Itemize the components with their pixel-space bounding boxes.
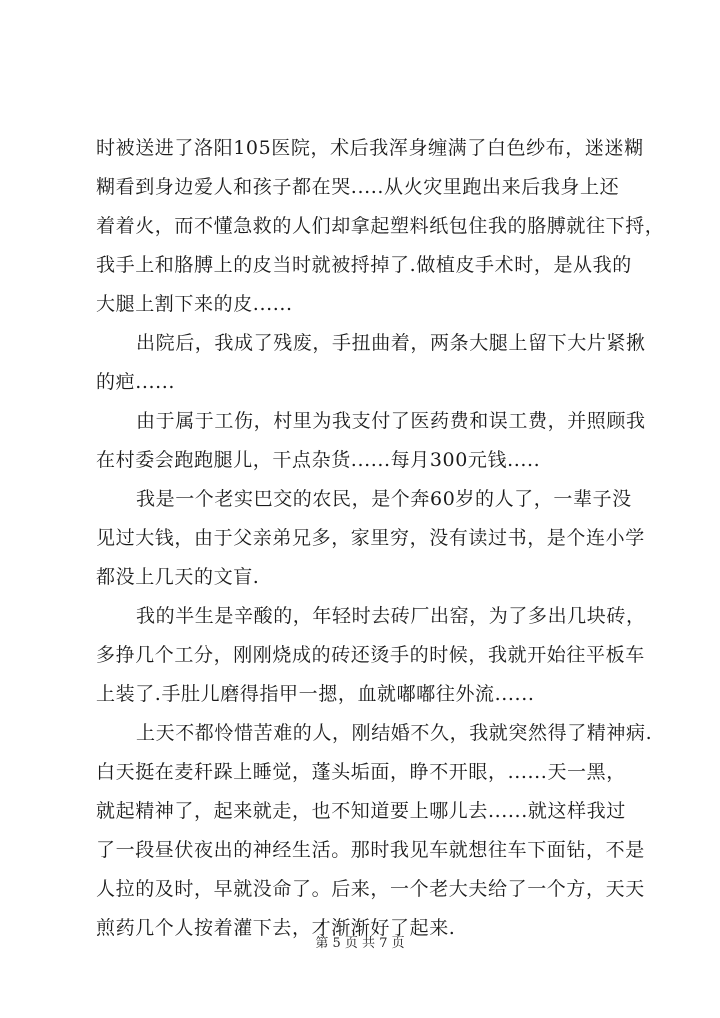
text-line: 了一段昼伏夜出的神经生活。那时我见车就想往车下面钻，不是 <box>96 839 645 861</box>
text-line: 就起精神了，起来就走，也不知道要上哪儿去......就这样我过 <box>96 800 626 822</box>
text-line: 白天挺在麦秆跺上睡觉，蓬头垢面，睁不开眼，......天一黑， <box>96 761 626 783</box>
text-line: 多挣几个工分，刚刚烧成的砖还烫手的时候，我就开始往平板车 <box>96 644 645 666</box>
text-line: 见过大钱，由于父亲弟兄多，家里穷，没有读过书，是个连小学 <box>96 527 645 549</box>
page-footer: 第 5 页 共 7 页 <box>315 936 405 951</box>
paragraph-first-line: 我是一个老实巴交的农民，是个奔60岁的人了，一辈子没 <box>136 488 632 510</box>
text-line: 我手上和胳膊上的皮当时就被捋掉了.做植皮手术时，是从我的 <box>96 254 632 276</box>
text-line: 煎药几个人按着灌下去，才渐渐好了起来. <box>96 917 456 939</box>
text-line: 糊看到身边爱人和孩子都在哭.....从火灾里跑出来后我身上还 <box>96 176 620 198</box>
paragraph-first-line: 由于属于工伤，村里为我支付了医药费和误工费，并照顾我 <box>136 410 646 432</box>
paragraph-first-line: 我的半生是辛酸的，年轻时去砖厂出窑，为了多出几块砖， <box>136 605 646 627</box>
text-line: 都没上几天的文盲. <box>96 566 260 588</box>
text-line: 上装了.手肚儿磨得指甲一摁，血就嘟嘟往外流...... <box>96 683 535 705</box>
paragraph-first-line: 上天不都怜惜苦难的人，刚结婚不久，我就突然得了精神病. <box>136 722 653 744</box>
text-line: 的疤...... <box>96 371 176 393</box>
text-line: 着着火，而不懂急救的人们却拿起塑料纸包住我的胳膊就往下捋， <box>96 215 665 237</box>
text-line: 时被送进了洛阳105医院，术后我浑身缠满了白色纱布，迷迷糊 <box>96 137 644 159</box>
text-line: 在村委会跑跑腿儿，干点杂货......每月300元钱..... <box>96 449 541 471</box>
text-line: 大腿上割下来的皮...... <box>96 293 293 315</box>
text-line: 人拉的及时，早就没命了。后来，一个老大夫给了一个方，天天 <box>96 878 645 900</box>
body-text <box>96 129 665 948</box>
paragraph-first-line: 出院后，我成了残废，手扭曲着，两条大腿上留下大片紧揪 <box>136 332 646 354</box>
